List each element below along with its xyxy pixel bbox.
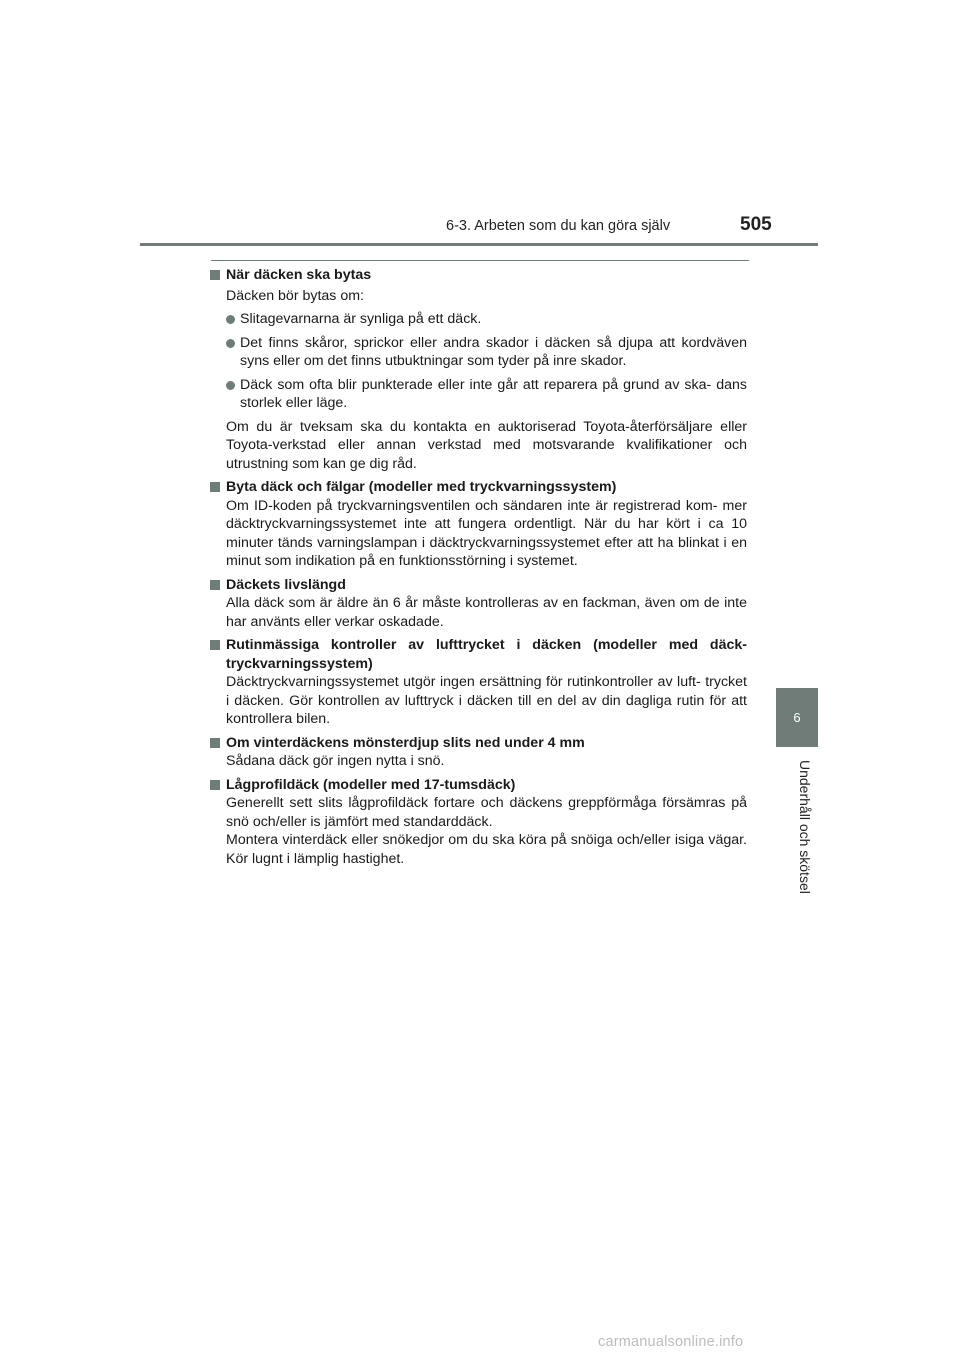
main-content bbox=[210, 266, 747, 873]
circle-bullet-icon bbox=[226, 339, 235, 348]
chapter-tab bbox=[776, 688, 818, 747]
section-intro: Däcken bör bytas om: bbox=[226, 287, 364, 304]
content-divider bbox=[211, 260, 749, 261]
square-bullet-icon bbox=[210, 640, 220, 650]
section-heading: Lågprofildäck (modeller med 17-tumsdäck) bbox=[210, 776, 747, 795]
section-tire-wheel-change bbox=[210, 478, 747, 571]
header-divider bbox=[140, 243, 818, 246]
section-body: Generellt sett slits lågprofildäck fortare och däckens greppförmåga försämras på snö och/eller is jämfört med standarddäck. bbox=[226, 795, 747, 830]
header-section-title: 6-3. Arbeten som du kan göra själv bbox=[446, 218, 671, 234]
section-heading: Om vinterdäckens mönsterdjup slits ned under 4 mm bbox=[210, 734, 747, 753]
watermark: carmanualsonline.info bbox=[598, 1334, 744, 1350]
page-number: 505 bbox=[740, 214, 772, 235]
chapter-number: 6 bbox=[793, 710, 801, 725]
list-item: Däck som ofta blir punkterade eller inte går att reparera på grund av ska- dans storlek eller läge. bbox=[210, 376, 747, 413]
section-body: Däcktryckvarningssystemet utgör ingen ersättning för rutinkontroller av luft- trycket i däcken. Gör kontrollen av lufttryck i däcken till en del av din dagliga rutin för att kontrollera bilen. bbox=[226, 674, 747, 727]
section-heading: Rutinmässiga kontroller av lufttrycket i däcken (modeller med däck- tryckvarningssystem) bbox=[210, 636, 747, 673]
section-routine-pressure-checks bbox=[210, 636, 747, 729]
square-bullet-icon bbox=[210, 780, 220, 790]
section-heading: Byta däck och fälgar (modeller med tryckvarningssystem) bbox=[210, 478, 747, 497]
list-item: Det finns skåror, sprickor eller andra skador i däcken så djupa att kordväven syns eller om det finns utbuktningar som tyder på inre skador. bbox=[210, 334, 747, 371]
section-body: Alla däck som är äldre än 6 år måste kontrolleras av en fackman, även om de inte har använts eller verkar oskadade. bbox=[226, 595, 747, 630]
section-body: Om du är tveksam ska du kontakta en auktoriserad Toyota-återförsäljare eller Toyota-verkstad eller annan verkstad med motsvarande kvalifikationer och utrustning som kan ge dig råd. bbox=[226, 418, 747, 472]
section-tire-lifespan bbox=[210, 576, 747, 632]
section-heading: När däcken ska bytas bbox=[210, 266, 747, 285]
section-low-profile-tires bbox=[210, 776, 747, 869]
list-item: Slitagevarnarna är synliga på ett däck. bbox=[210, 310, 747, 329]
section-body: Om ID-koden på tryckvarningsventilen och sändaren inte är registrerad kom- mer däcktryckvarningssystemet inte att fungera ordentligt. När du har kört i ca 10 minuter tänds varningslampan i däcktryckvarningssystemet efter att ha blinkat i en minut som indikation på en funktionsstörning i systemet. bbox=[226, 497, 747, 569]
square-bullet-icon bbox=[210, 738, 220, 748]
chapter-title: Underhåll och skötsel bbox=[797, 760, 813, 894]
section-heading: Däckets livslängd bbox=[210, 576, 747, 595]
square-bullet-icon bbox=[210, 270, 220, 280]
circle-bullet-icon bbox=[226, 381, 235, 390]
square-bullet-icon bbox=[210, 482, 220, 492]
circle-bullet-icon bbox=[226, 315, 235, 324]
section-winter-tread-depth bbox=[210, 734, 747, 771]
square-bullet-icon bbox=[210, 580, 220, 590]
section-body-continued: Montera vinterdäck eller snökedjor om du ska köra på snöiga och/eller isiga vägar. Kör lugnt i lämplig hastighet. bbox=[226, 832, 747, 867]
section-body: Sådana däck gör ingen nytta i snö. bbox=[226, 753, 445, 769]
section-tire-replacement bbox=[210, 266, 747, 473]
